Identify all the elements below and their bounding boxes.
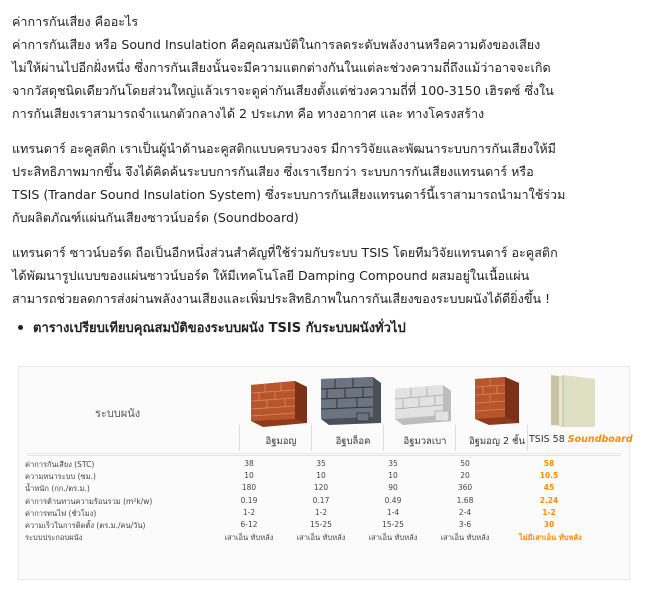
table-cell: 0.49 [384, 495, 402, 505]
paragraph-2-line: แทรนดาร์ อะคูสติก เราเป็นผู้นำด้านอะคูสติกแบบครบวงจร มีการวิจัยและพัฒนาระบบการกันเสียงให้มี [12, 141, 556, 156]
column-header-double-brick [461, 371, 529, 453]
table-cell: 10 [244, 471, 254, 481]
table-cell: 1-4 [386, 507, 400, 517]
table-row [25, 508, 621, 520]
row-label: ความเร็วในการติดตั้ง (ตร.ม./คน/วัน) [25, 520, 146, 530]
table-cell: 20 [460, 471, 470, 481]
table-cell: 360 [457, 483, 473, 493]
column-divider [239, 425, 240, 451]
column-name: อิฐบล็อค [335, 436, 371, 447]
row-label: ค่าการต้านทานความร้อนรวม (m²k/w) [25, 496, 153, 506]
column-header-brick [245, 371, 313, 453]
paragraph-1-line: ค่าการกันเสียง หรือ Sound Insulation คือคุณสมบัติในการลดระดับพลังงานหรือความดังของเสียง [12, 37, 541, 52]
table-cell: 90 [388, 483, 398, 493]
table-cell: 50 [460, 459, 470, 468]
column-divider [311, 425, 312, 451]
paragraph-2-line: ประสิทธิภาพมากขึ้น จึงได้คิดค้นระบบการกันเสียง ซึ่งเราเรียกว่า ระบบการกันเสียงแทรนดาร์ หรือ [12, 164, 534, 179]
tsis-cell: ไม่มีเสาเอ็น ทับหลัง [519, 533, 582, 543]
tsis-cell: 10.5 [539, 471, 559, 481]
table-cell: เสาเอ็น ทับหลัง [440, 533, 490, 543]
tsis-cell: 45 [543, 483, 555, 493]
table-cell: เสาเอ็น ทับหลัง [224, 533, 274, 543]
table-cell: 2-4 [458, 507, 472, 517]
table-cell: 3-6 [458, 519, 472, 529]
table-body [25, 459, 621, 544]
lightweight-block-wall-icon [389, 371, 457, 427]
paragraph-2-line: กับผลิตภัณฑ์แผ่นกันเสียงซาวน์บอร์ด (Soundboard) [12, 210, 299, 225]
paragraph-3 [12, 241, 634, 310]
table-cell: 0.17 [312, 495, 330, 505]
corner-label: ระบบผนัง [95, 407, 141, 420]
tsis-cell: 2.24 [539, 495, 559, 505]
red-brick-wall-icon [245, 371, 313, 427]
comparison-table [18, 366, 633, 580]
header-divider [27, 453, 621, 454]
row-label: ค่าการกันเสียง (STC) [25, 460, 95, 469]
tsis-cell: 30 [543, 519, 555, 529]
row-label: ระบบประกอบผนัง [25, 533, 83, 543]
soundboard-panel-icon [533, 371, 601, 427]
paragraph-1-line: ไม่ให้ผ่านไปอีกฝั่งหนึ่ง ซึ่งการกันเสียงนั้นจะมีความแตกต่างกันในแต่ละช่วงความถี่ถึงแม้ว่าอาจจะเกิด [12, 60, 551, 75]
table-cell: เสาเอ็น ทับหลัง [368, 533, 418, 543]
column-header-tsis [529, 371, 633, 453]
column-divider [383, 425, 384, 451]
row-label: น้ำหนัก (กก./ตร.ม.) [25, 484, 90, 494]
soundboard-brand: Soundboard [567, 434, 633, 445]
table-cell: 35 [316, 459, 326, 468]
tsis-name-prefix: TSIS 58 [529, 434, 568, 445]
table-cell: 10 [388, 471, 398, 481]
column-name: อิฐมอญ 2 ชั้น [468, 436, 526, 447]
paragraph-2 [12, 137, 634, 229]
table-cell: 15-25 [310, 519, 332, 529]
column-divider [527, 425, 528, 451]
table-row [25, 483, 621, 495]
paragraph-3-line: สามารถช่วยลดการส่งผ่านพลังงานเสียงและเพิ่มประสิทธิภาพในการกันเสียงของระบบผนังได้ดียิ่งขึ้น ! [12, 291, 551, 306]
table-cell: 6-12 [240, 519, 258, 529]
table-row [25, 520, 621, 532]
column-name [529, 434, 633, 445]
paragraph-3-line: ได้พัฒนารูปแบบของแผ่นซาวน์บอร์ด ให้มีเทคโนโลยี Damping Compound ผสมอยู่ในเนื้อแผ่น [12, 268, 530, 283]
article [12, 10, 634, 340]
table-cell: 1.68 [456, 495, 474, 505]
header-divider [27, 455, 621, 456]
table-cell: 1-2 [314, 507, 328, 517]
row-label: ค่าการทนไฟ (ชั่วโมง) [25, 508, 97, 518]
table-row [25, 471, 621, 483]
table-cell: 38 [244, 459, 254, 468]
column-header-aac [389, 371, 457, 453]
table-cell: 35 [388, 459, 398, 468]
table-cell: 0.19 [240, 495, 258, 505]
intro-block [12, 10, 634, 125]
column-name: อิฐมวลเบา [403, 436, 447, 447]
row-label: ความหนาระบบ (ซม.) [25, 472, 96, 482]
column-divider [455, 425, 456, 451]
table-cell: 1-2 [242, 507, 256, 517]
table-row [25, 496, 621, 508]
tsis-cell: 58 [543, 459, 555, 468]
bullet-icon [18, 325, 23, 330]
paragraph-1-line: การกันเสียงเราสามารถจำแนกตัวกลางได้ 2 ประเภท คือ ทางอากาศ และ ทางโครงสร้าง [12, 106, 485, 121]
paragraph-2-line: TSIS (Trandar Sound Insulation System) ซึ่งระบบการกันเสียงแทรนดาร์นี้เราสามารถนำมาใช้ร่วม [12, 187, 566, 202]
double-brick-wall-icon [461, 371, 529, 427]
column-name: อิฐมอญ [265, 436, 297, 447]
table-row [25, 532, 621, 544]
table-cell: 15-25 [382, 519, 404, 529]
table-cell: 120 [313, 483, 329, 493]
tsis-cell: 1-2 [542, 507, 556, 517]
paragraph-1-line: จากวัสดุชนิดเดียวกันโดยส่วนใหญ่แล้วเราจะดูค่ากันเสียงตั้งแต่ช่วงความถี่ที่ 100-3150 เฮิรตซ์ ซึ่งใน [12, 83, 554, 98]
concrete-block-wall-icon [317, 371, 385, 427]
bullet-text: ตารางเปรียบเทียบคุณสมบัติของระบบผนัง TSIS กับระบบผนังทั่วไป [33, 321, 406, 336]
table-cell: 10 [316, 471, 326, 481]
comparison-bullet [12, 318, 634, 340]
table-cell: 180 [241, 483, 257, 493]
section-heading: ค่าการกันเสียง คืออะไร [12, 14, 139, 29]
column-header-block [317, 371, 385, 453]
paragraph-3-line: แทรนดาร์ ซาวน์บอร์ด ถือเป็นอีกหนึ่งส่วนสำคัญที่ใช้ร่วมกับระบบ TSIS โดยทีมวิจัยแทรนดาร์ อะคูสติก [12, 245, 558, 260]
table-row [25, 459, 621, 471]
table-cell: เสาเอ็น ทับหลัง [296, 533, 346, 543]
